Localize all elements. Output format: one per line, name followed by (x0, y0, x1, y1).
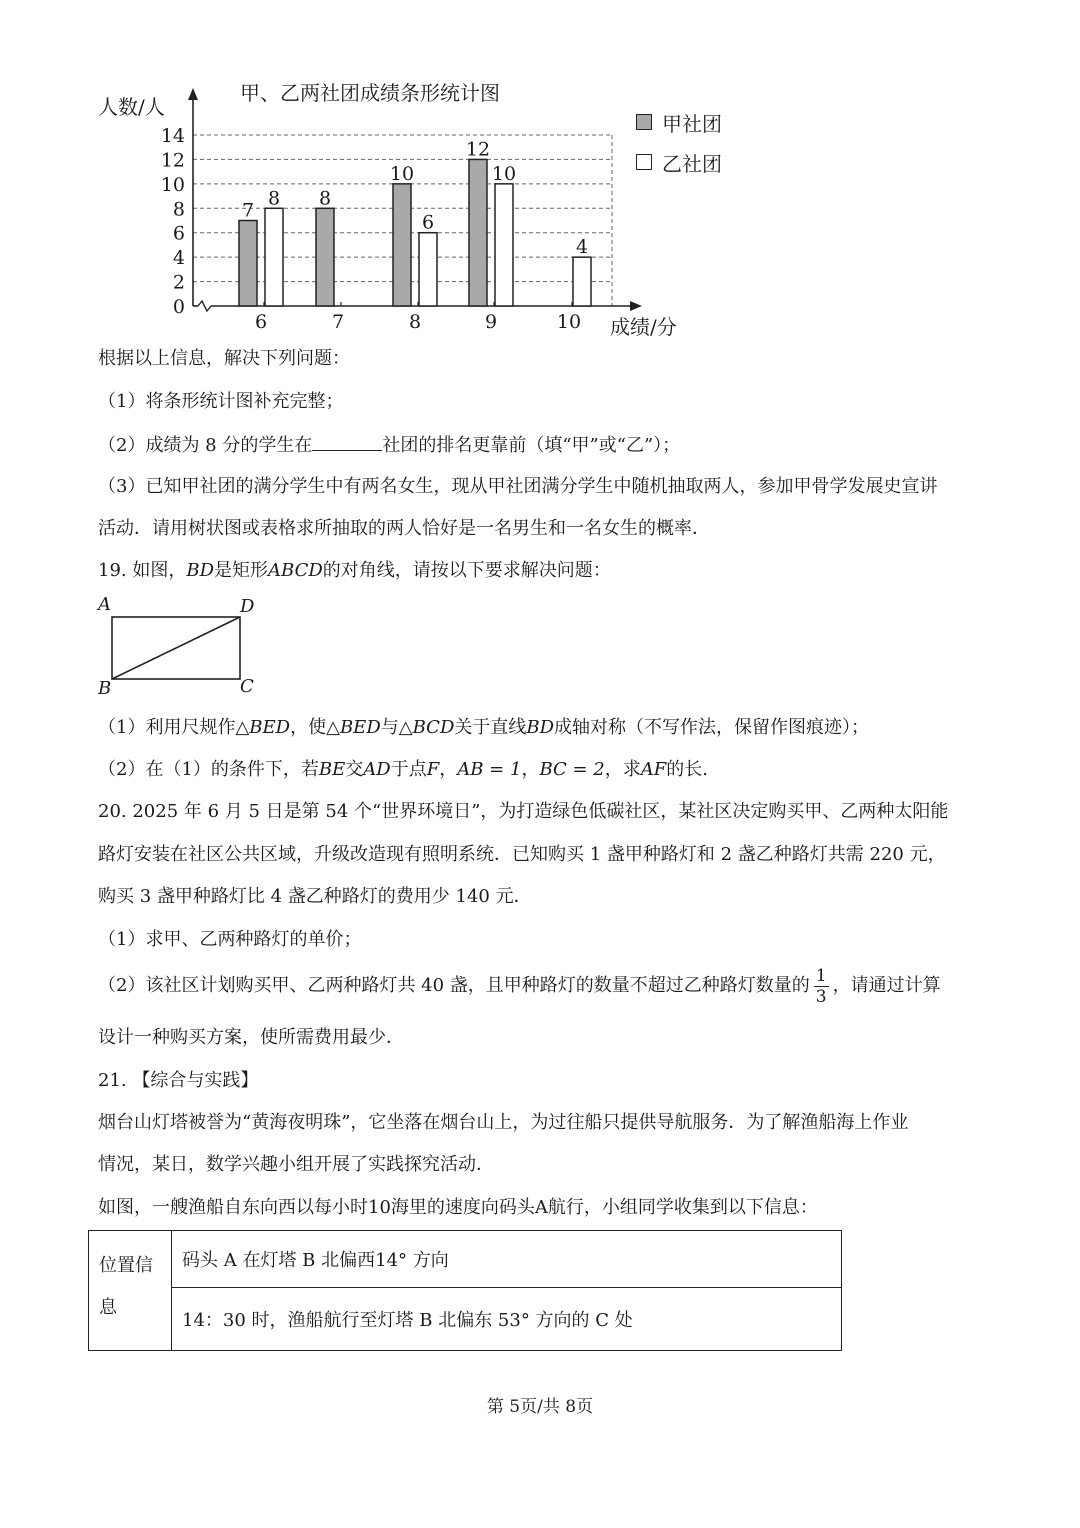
page-footer: 第 5页/共 8页 (486, 1397, 594, 1417)
y-tick-label: 8 (172, 198, 185, 221)
table-row (89, 1288, 842, 1351)
q19-part1 (98, 715, 869, 741)
q19-p2-be: BE (318, 759, 346, 780)
bar-value-label: 6 (421, 211, 435, 234)
label-b: B (98, 678, 112, 699)
x-tick-label: 8 (408, 311, 422, 333)
q20-part2 (98, 964, 941, 1008)
q19-p1-c: 与 (380, 717, 399, 738)
rectangle-figure (98, 592, 268, 702)
x-tick-label: 10 (556, 311, 582, 333)
table-row (89, 1231, 842, 1288)
q19-p1-e: 成轴对称（不写作法，保留作图痕迹）； (554, 717, 870, 738)
x-tick-label: 6 (254, 311, 268, 333)
q21-line1: 烟台山灯塔被誉为“黄海夜明珠”，它坐落在烟台山上，为过往船只提供导航服务．为了解渔船海上作业 (98, 1112, 909, 1133)
q18-part2-a: （2）成绩为 8 分的学生在 (98, 435, 313, 456)
legend-swatch-yi (636, 154, 652, 170)
bar-yi (265, 208, 283, 306)
fraction-numerator: 1 (815, 965, 827, 986)
q19-p2-f: F (426, 759, 440, 780)
fraction-denominator: 3 (815, 986, 827, 1007)
q19-p2-af: AF (640, 759, 667, 780)
bar-yi (419, 233, 437, 306)
q19-p2-b: 交 (345, 759, 364, 780)
q19-p2-c: 于点 (390, 759, 427, 780)
y-axis-label: 人数/人 (98, 95, 165, 119)
bar-jia (239, 221, 257, 307)
diagonal-bd (112, 617, 240, 679)
label-d: D (240, 596, 255, 617)
bar-yi (495, 184, 513, 306)
chart-svg (90, 78, 710, 346)
y-tick-label: 14 (160, 125, 185, 147)
legend-swatch-jia (636, 114, 652, 130)
chart-title: 甲、乙两社团成绩条形统计图 (240, 81, 500, 105)
q19-stem (98, 558, 611, 584)
y-tick-label: 6 (172, 222, 185, 245)
q18-intro: 根据以上信息，解决下列问题： (98, 348, 350, 369)
q20-line1: 20. 2025 年 6 月 5 日是第 54 个“世界环境日”，为打造绿色低碳社区，某社区决定购买甲、乙两种太阳能 (98, 801, 949, 822)
bar-value-label: 4 (575, 236, 589, 259)
q19-p2-d: ， (439, 759, 458, 780)
chart-legend (636, 102, 722, 182)
label-a: A (98, 594, 111, 615)
q19-p2-ad: AD (363, 759, 391, 780)
q20-line2: 路灯安装在社区公共区域，升级改造现有照明系统．已知购买 1 盏甲种路灯和 2 盏乙种路灯共需 220 元， (98, 844, 946, 865)
legend-label-jia: 甲社团 (662, 111, 722, 136)
q19-p1-bcd: △BCD (398, 717, 455, 738)
fraction-one-third (814, 966, 829, 1007)
q18-part1: （1）将条形统计图补充完整； (98, 391, 344, 412)
q19-stem-bd: BD (186, 560, 215, 581)
bar-value-label: 10 (389, 162, 415, 185)
q20-part1: （1）求甲、乙两种路灯的单价； (98, 929, 362, 950)
y-tick-label: 2 (172, 271, 185, 294)
x-axis-break (198, 301, 211, 311)
q18-part3-b: 活动．请用树状图或表格求所抽取的两人恰好是一名男生和一名女生的概率． (98, 518, 710, 539)
bar-value-label: 10 (491, 162, 517, 185)
q21-line2: 情况，某日，数学兴趣小组开展了实践探究活动． (98, 1154, 494, 1175)
position-info-table (88, 1230, 842, 1351)
y-axis-arrow (188, 88, 198, 100)
y-tick-label: 4 (172, 247, 185, 270)
q19-p1-bed: △BED (235, 717, 291, 738)
q19-p2-e: ， (521, 759, 540, 780)
y-tick-label: 12 (160, 149, 185, 172)
q21-title: 21. 【综合与实践】 (98, 1070, 259, 1091)
q19-p1-d: 关于直线 (454, 717, 527, 738)
legend-item-jia (636, 102, 722, 142)
q19-stem-abcd: ABCD (268, 560, 323, 581)
bar-value-label: 7 (241, 199, 255, 222)
q18-part2 (98, 432, 680, 459)
y-tick-label: 0 (172, 296, 185, 318)
q19-p2-f2: ，求 (604, 759, 641, 780)
bar-jia (316, 208, 334, 306)
q21-line3: 如图，一艘渔船自东向西以每小时10海里的速度向码头A航行，小组同学收集到以下信息： (98, 1197, 818, 1218)
q19-p1-a: （1）利用尺规作 (98, 717, 236, 738)
q20-part2-c: 设计一种购买方案，使所需费用最少． (98, 1027, 404, 1048)
q20-p2-a: （2）该社区计划购买甲、乙两种路灯共 40 盏，且甲种路灯的数量不超过乙种路灯数量的 (98, 975, 810, 996)
x-axis-arrow (630, 301, 642, 311)
table-cell-row2: 14：30 时，渔船航行至灯塔 B 北偏东 53° 方向的 C 处 (172, 1288, 842, 1351)
answer-blank (312, 432, 382, 451)
table-cell-row1: 码头 A 在灯塔 B 北偏西14° 方向 (172, 1231, 842, 1288)
bar-jia (469, 159, 487, 306)
q19-p2-a: （2）在（1）的条件下，若 (98, 759, 319, 780)
q19-p1-b: ，使 (290, 717, 327, 738)
q19-stem-a: 19. 如图， (98, 560, 187, 581)
q19-stem-c: 的对角线，请按以下要求解决问题： (322, 560, 611, 581)
q19-part2 (98, 757, 708, 783)
q19-stem-b: 是矩形 (214, 560, 269, 581)
x-axis-label: 成绩/分 (610, 315, 677, 339)
x-tick-label: 9 (484, 311, 498, 333)
label-c: C (240, 676, 254, 697)
bar-chart (90, 78, 710, 346)
legend-label-yi: 乙社团 (662, 151, 722, 176)
q18-part2-b: 社团的排名更靠前（填“甲”或“乙”）； (382, 435, 681, 456)
bar-value-label: 8 (267, 187, 281, 210)
legend-item-yi (636, 142, 722, 182)
q20-p2-b: ，请通过计算 (832, 975, 941, 996)
table-head-cell: 位置信息 (89, 1231, 172, 1351)
bar-value-label: 8 (318, 187, 332, 210)
q18-part3-a: （3）已知甲社团的满分学生中有两名女生，现从甲社团满分学生中随机抽取两人，参加甲骨学发展史宣讲 (98, 476, 938, 497)
q19-p2-bc: BC = 2 (539, 759, 605, 780)
y-tick-label: 10 (160, 173, 185, 196)
q19-p1-bd: BD (526, 717, 555, 738)
bar-yi (573, 257, 591, 306)
q20-line3: 购买 3 盏甲种路灯比 4 盏乙种路灯的费用少 140 元． (98, 886, 532, 907)
bar-jia (393, 184, 411, 306)
x-tick-label: 7 (331, 311, 345, 333)
q19-p2-g: 的长. (666, 759, 708, 780)
bar-value-label: 12 (465, 138, 491, 161)
q19-p1-bed2: △BED (326, 717, 381, 738)
q19-p2-ab: AB = 1 (457, 759, 522, 780)
